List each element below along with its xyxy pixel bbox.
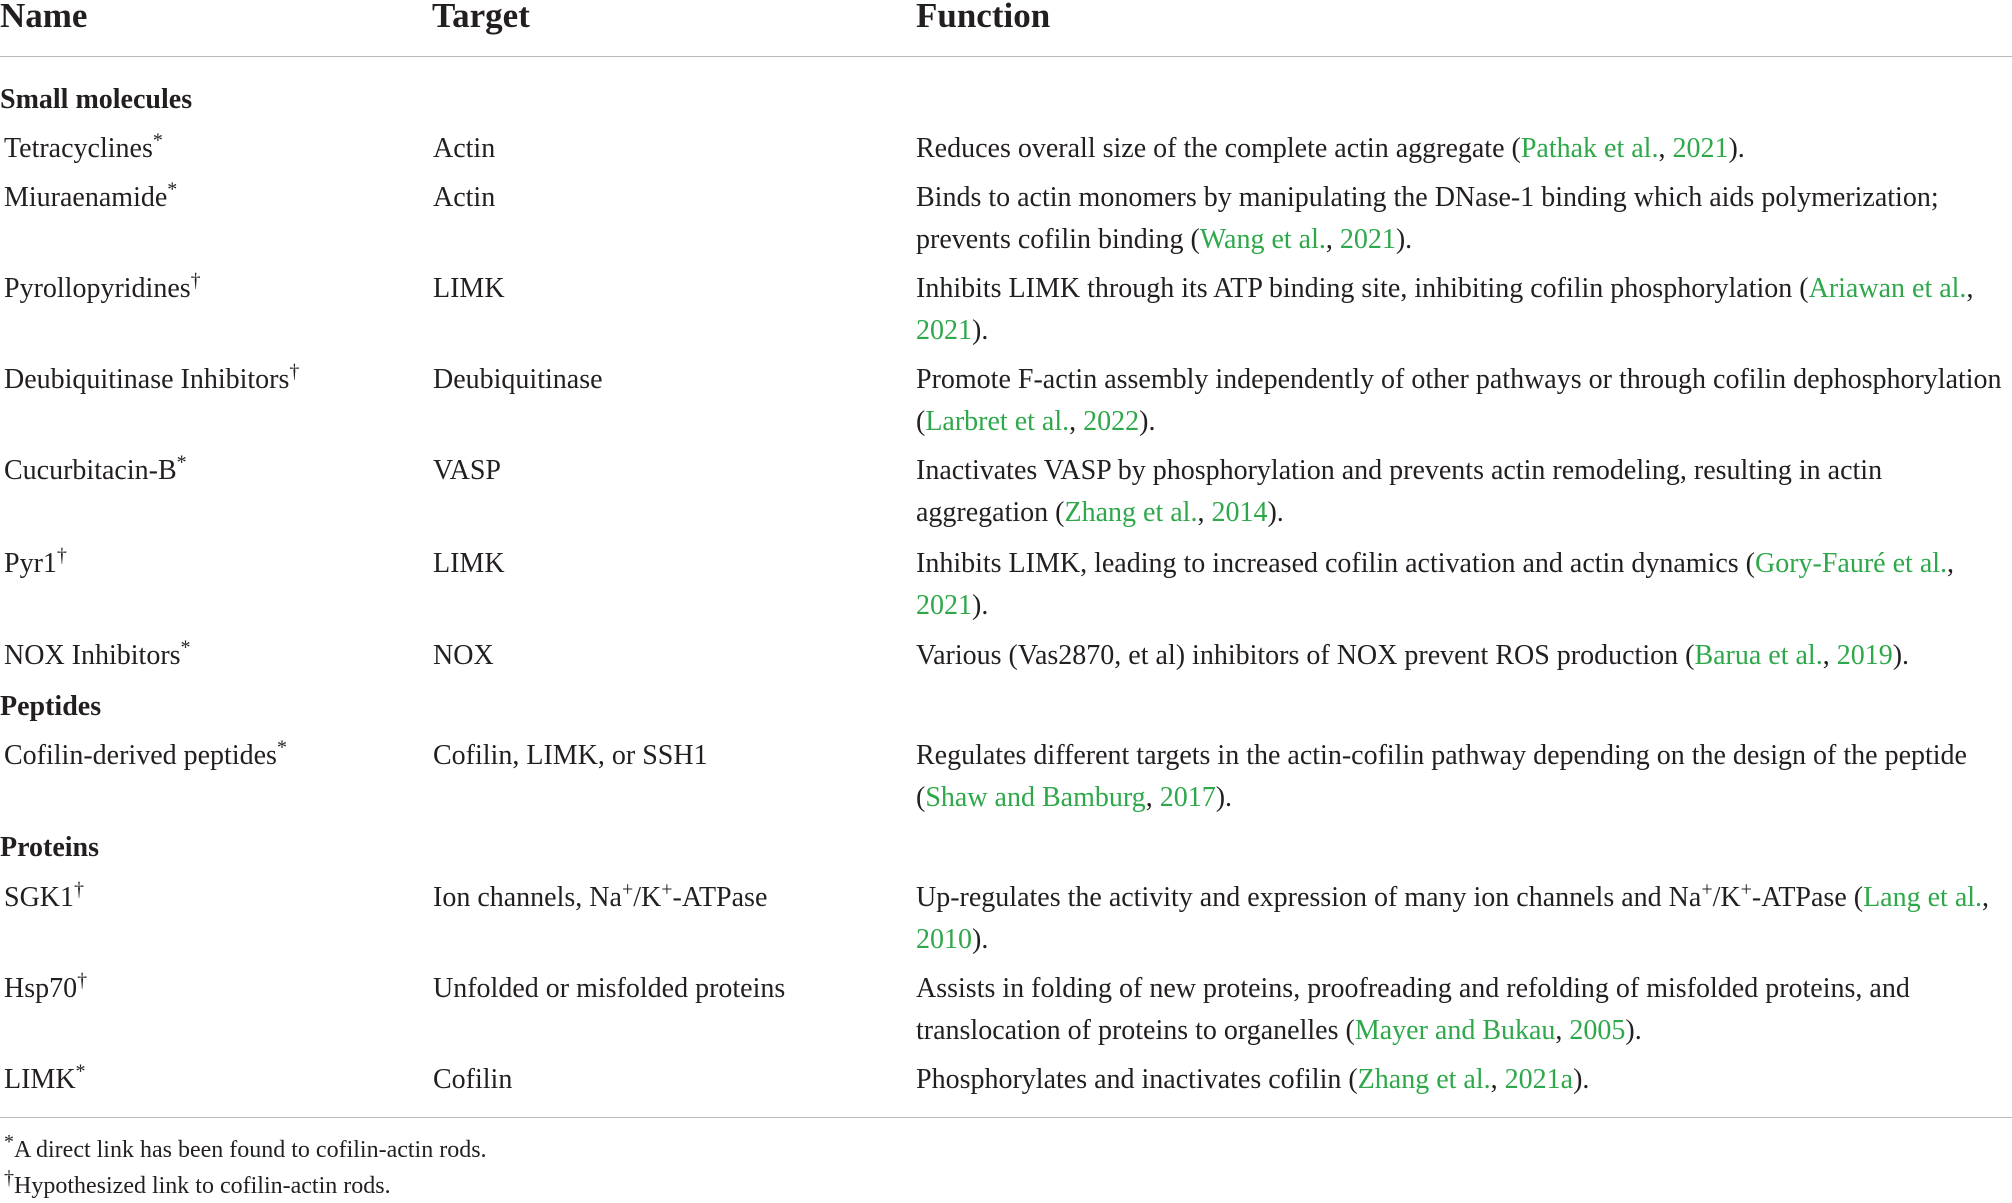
- footnote-mark: †: [77, 969, 88, 992]
- footnote-mark: *: [180, 636, 191, 659]
- citation-link[interactable]: Gory-Fauré et al.: [1754, 548, 1948, 579]
- footnote-hypothesized: †Hypothesized link to cofilin-actin rods.: [4, 1167, 391, 1199]
- row-name: Cucurbitacin-B*: [4, 451, 187, 486]
- footnote-mark: *: [276, 736, 287, 759]
- citation-link[interactable]: Ariawan et al.: [1808, 273, 1967, 304]
- row-function: Reduces overall size of the complete actin aggregate (Pathak et al., 2021).: [916, 133, 1745, 164]
- footnote-mark: *: [4, 1131, 14, 1153]
- citation-year-link[interactable]: 2019: [1836, 640, 1893, 671]
- citation-year-link[interactable]: 2014: [1211, 497, 1268, 528]
- section-peptides: Peptides: [0, 691, 102, 722]
- row-function: Assists in folding of new proteins, proofreading and refolding of misfolded proteins, and translocation of proteins to organelles (Mayer and Bukau, 2005).: [916, 973, 1910, 1046]
- footnote-mark: †: [289, 360, 300, 383]
- citation-year-link[interactable]: 2005: [1569, 1015, 1626, 1046]
- row-function: Inactivates VASP by phosphorylation and prevents actin remodeling, resulting in actin aggregation (Zhang et al., 2014).: [916, 455, 1883, 528]
- footer-rule: [0, 1117, 2012, 1118]
- citation-year-link[interactable]: 2010: [916, 924, 972, 955]
- row-function: Various (Vas2870, et al) inhibitors of NOX prevent ROS production (Barua et al., 2019).: [916, 640, 1910, 671]
- footnote-mark: *: [75, 1060, 86, 1083]
- citation-year-link[interactable]: 2021: [916, 590, 972, 621]
- citation-link[interactable]: Pathak et al.: [1520, 133, 1659, 164]
- row-target: Cofilin: [433, 1064, 513, 1095]
- row-function: Phosphorylates and inactivates cofilin (Zhang et al., 2021a).: [916, 1064, 1590, 1095]
- citation-year-link[interactable]: 2021: [1672, 133, 1729, 164]
- header-function: Function: [916, 0, 1051, 35]
- citation-year-link[interactable]: 2021: [916, 315, 972, 346]
- row-function: Binds to actin monomers by manipulating the DNase-1 binding which aids polymerization; prevents cofilin binding (Wang et al., 2021).: [916, 182, 1939, 255]
- row-function: Promote F-actin assembly independently of other pathways or through cofilin dephosphorylation (Larbret et al., 2022).: [916, 364, 2002, 437]
- citation-link[interactable]: Shaw and Bamburg: [925, 782, 1146, 813]
- row-target: Actin: [433, 133, 496, 164]
- header-target: Target: [432, 0, 530, 35]
- row-name: Tetracyclines*: [4, 129, 163, 164]
- row-name: Pyr1†: [4, 544, 67, 579]
- row-name: LIMK*: [4, 1060, 86, 1095]
- section-small-molecules: Small molecules: [0, 84, 193, 115]
- row-target: VASP: [433, 455, 501, 486]
- row-name: Hsp70†: [4, 969, 88, 1004]
- row-name: SGK1†: [4, 878, 85, 913]
- footnote-mark: *: [176, 451, 187, 474]
- footnote-mark: †: [4, 1167, 14, 1189]
- header-rule: [0, 56, 2012, 57]
- row-function: Up-regulates the activity and expression of many ion channels and Na+/K+-ATPase (Lang et al., 2010).: [916, 878, 1990, 955]
- footnote-mark: †: [74, 878, 85, 901]
- citation-year-link[interactable]: 2022: [1083, 406, 1140, 437]
- citation-year-link[interactable]: 2017: [1159, 782, 1216, 813]
- row-name: Deubiquitinase Inhibitors†: [4, 360, 300, 395]
- row-target: NOX: [433, 640, 494, 671]
- row-function: Inhibits LIMK through its ATP binding site, inhibiting cofilin phosphorylation (Ariawan et al., 2021).: [916, 273, 1974, 346]
- citation-link[interactable]: Barua et al.: [1694, 640, 1823, 671]
- row-target: LIMK: [433, 273, 505, 304]
- section-proteins: Proteins: [0, 832, 100, 863]
- citation-year-link[interactable]: 2021: [1339, 224, 1396, 255]
- row-target: Ion channels, Na+/K+-ATPase: [433, 878, 768, 913]
- row-name: Miuraenamide*: [4, 178, 178, 213]
- citation-link[interactable]: Wang et al.: [1199, 224, 1326, 255]
- citation-link[interactable]: Zhang et al.: [1064, 497, 1198, 528]
- row-function: Regulates different targets in the actin-cofilin pathway depending on the design of the peptide (Shaw and Bamburg, 2017).: [916, 740, 1967, 813]
- row-target: Unfolded or misfolded proteins: [433, 973, 786, 1004]
- row-target: Deubiquitinase: [433, 364, 603, 395]
- row-name: Cofilin-derived peptides*: [4, 736, 287, 771]
- footnote-mark: †: [190, 269, 201, 292]
- row-target: LIMK: [433, 548, 505, 579]
- row-target: Actin: [433, 182, 496, 213]
- citation-link[interactable]: Larbret et al.: [925, 406, 1070, 437]
- row-name: NOX Inhibitors*: [4, 636, 191, 671]
- footnote-direct: *A direct link has been found to cofilin-actin rods.: [4, 1131, 487, 1163]
- citation-year-link[interactable]: 2021a: [1504, 1064, 1574, 1095]
- citation-link[interactable]: Mayer and Bukau: [1354, 1015, 1556, 1046]
- citation-link[interactable]: Zhang et al.: [1357, 1064, 1491, 1095]
- header-name: Name: [0, 0, 88, 35]
- row-function: Inhibits LIMK, leading to increased cofilin activation and actin dynamics (Gory-Fauré et al., 2021).: [916, 548, 1955, 621]
- row-target: Cofilin, LIMK, or SSH1: [433, 740, 708, 771]
- row-name: Pyrollopyridines†: [4, 269, 201, 304]
- footnote-mark: †: [56, 544, 67, 567]
- footnote-mark: *: [167, 178, 178, 201]
- citation-link[interactable]: Lang et al.: [1863, 882, 1983, 913]
- footnote-mark: *: [152, 129, 163, 152]
